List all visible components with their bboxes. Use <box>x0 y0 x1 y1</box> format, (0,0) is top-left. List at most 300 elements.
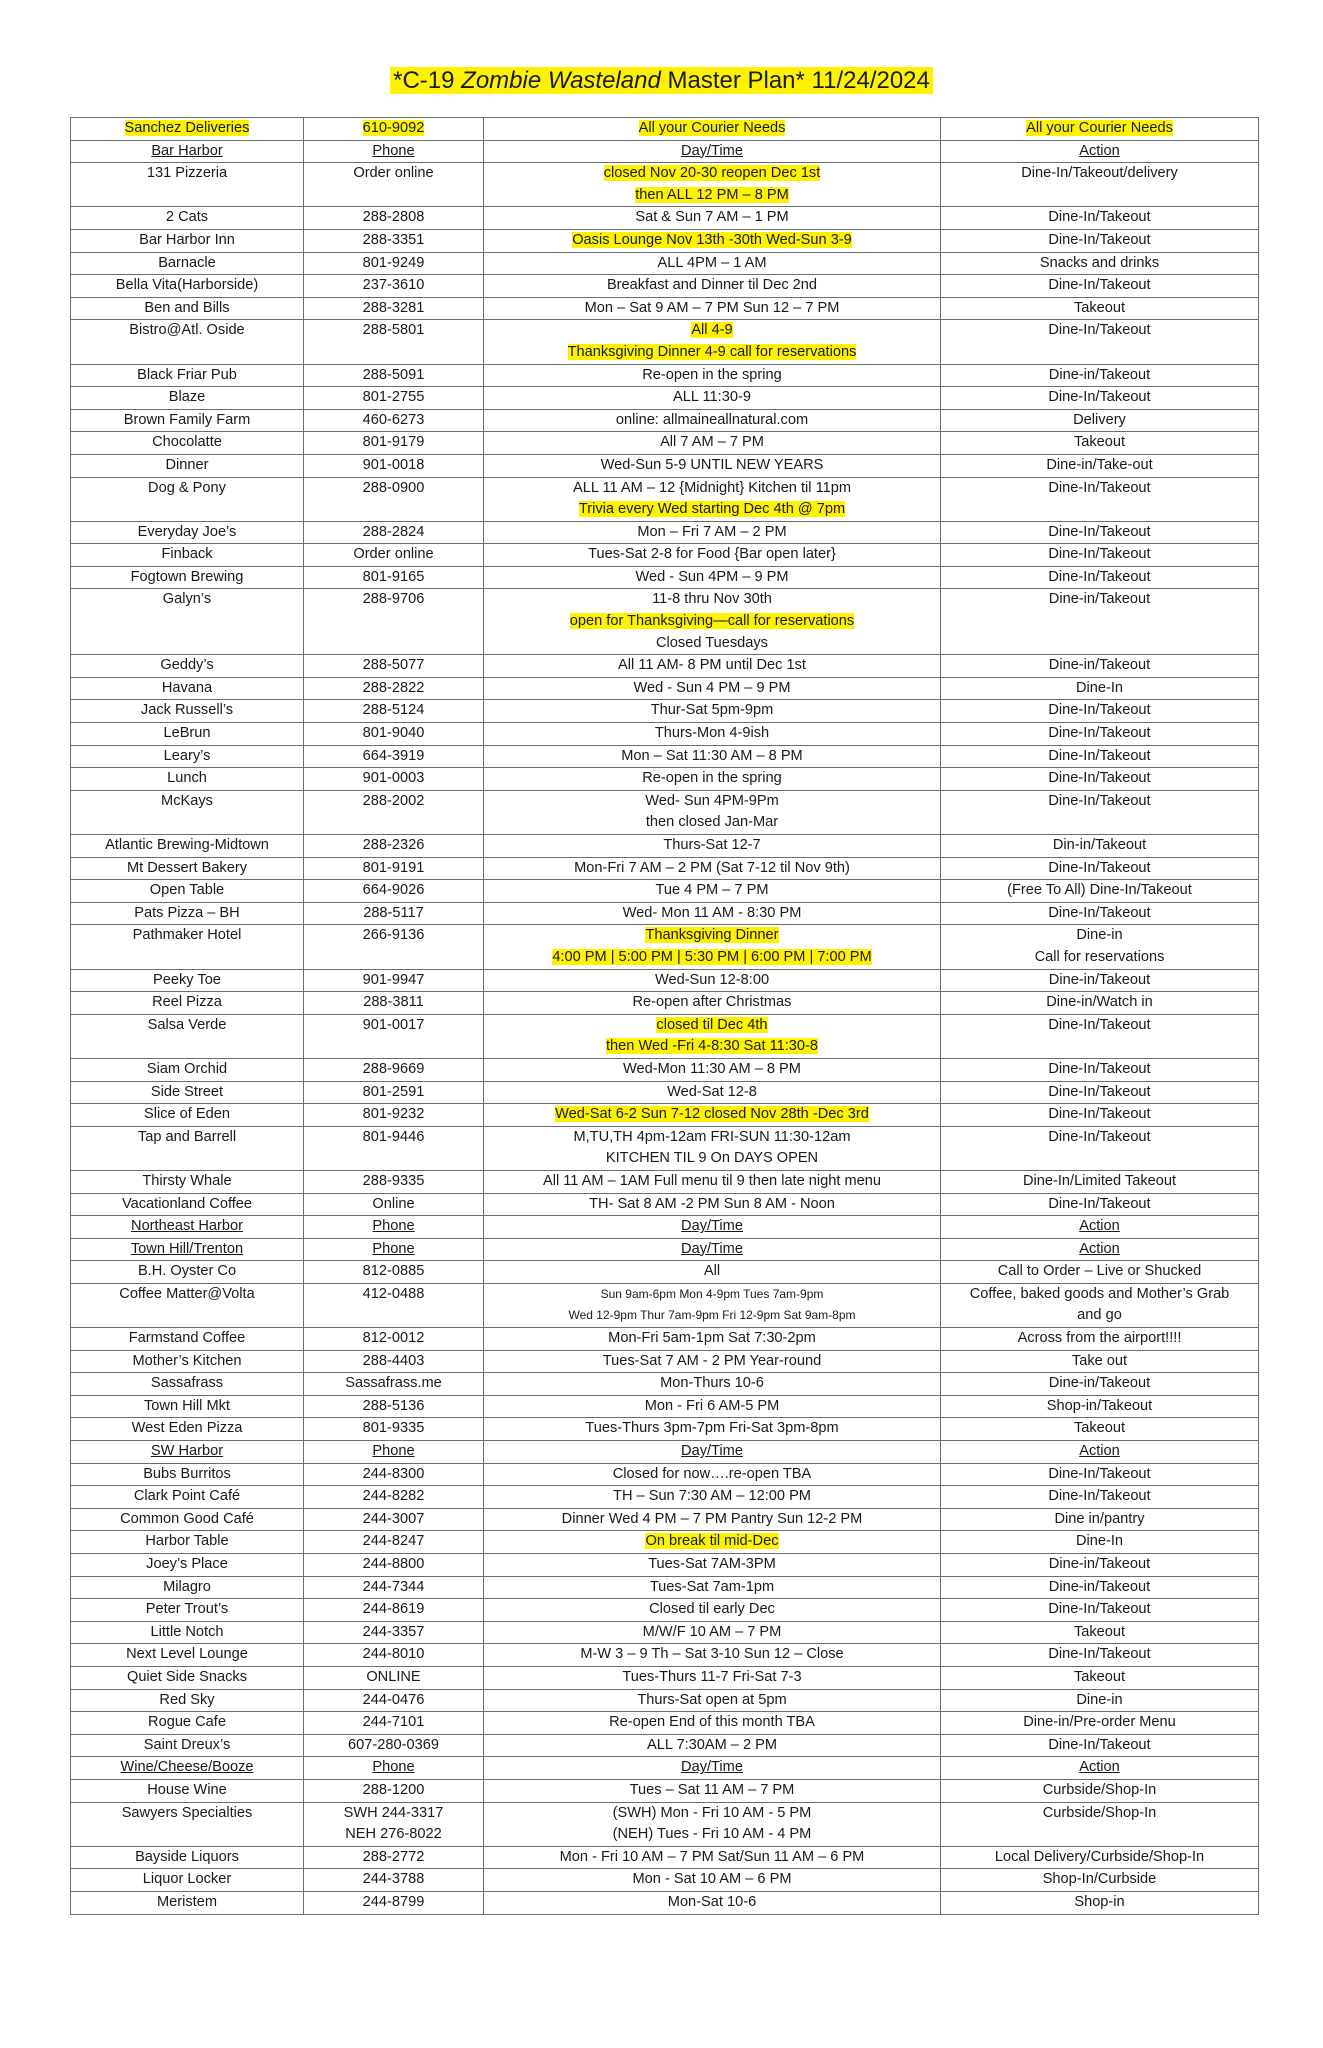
cell-text: 664-9026 <box>362 882 425 899</box>
table-row <box>71 1014 1259 1058</box>
phone-cell <box>304 1418 484 1441</box>
cell-text: Dine-In/Takeout <box>1048 770 1151 787</box>
cell-text: All 11 AM – 1AM Full menu til 9 then late night menu <box>543 1172 881 1189</box>
table-row <box>71 275 1259 298</box>
action-cell <box>941 1689 1259 1712</box>
day-time-cell <box>484 1014 941 1058</box>
cell-text: 901-9947 <box>362 971 425 988</box>
cell-text: Galyn’s <box>162 591 212 608</box>
cell-text: Vacationland Coffee <box>121 1195 253 1212</box>
action-cell <box>941 880 1259 903</box>
name-cell <box>71 925 304 969</box>
cell-text: Tues – Sat 11 AM – 7 PM <box>629 1781 795 1798</box>
cell-text: Thanksgiving Dinner <box>645 927 779 944</box>
day-time-cell <box>484 857 941 880</box>
phone-cell <box>304 1081 484 1104</box>
day-time-cell <box>484 1126 941 1170</box>
name-cell <box>71 1644 304 1667</box>
cell-text: Rogue Cafe <box>148 1714 226 1731</box>
cell-text: Re-open after Christmas <box>632 994 792 1011</box>
day-time-cell <box>484 1058 941 1081</box>
cell-text: Tues-Thurs 11-7 Fri-Sat 7-3 <box>622 1668 802 1685</box>
table-row <box>71 969 1259 992</box>
cell-text: On break til mid-Dec <box>645 1533 779 1550</box>
cell-text: Common Good Café <box>120 1510 254 1527</box>
action-cell <box>941 835 1259 858</box>
action-cell <box>941 1350 1259 1373</box>
table-row <box>71 1779 1259 1802</box>
cell-text: ALL 11:30-9 <box>673 389 751 406</box>
cell-text: 244-7101 <box>362 1714 425 1731</box>
cell-text: Phone <box>372 1759 415 1776</box>
table-row <box>71 655 1259 678</box>
cell-text: Day/Time <box>681 1240 743 1257</box>
cell-text: Dine-In/Takeout <box>1048 389 1151 406</box>
day-time-cell <box>484 1508 941 1531</box>
cell-text: Sassafrass <box>150 1375 224 1392</box>
cell-text: Dine-In/Takeout <box>1048 1488 1151 1505</box>
name-cell <box>71 677 304 700</box>
cell-text: Bistro@Atl. Oside <box>129 322 245 339</box>
action-cell <box>941 409 1259 432</box>
phone-cell <box>304 1621 484 1644</box>
cell-text: Phone <box>372 1218 415 1235</box>
phone-cell <box>304 1554 484 1577</box>
table-row <box>71 454 1259 477</box>
name-cell <box>71 1328 304 1351</box>
cell-text: 288-5117 <box>363 904 424 921</box>
cell-text: Wed 12-9pm Thur 7am-9pm Fri 12-9pm Sat 9am-8pm <box>568 1308 856 1323</box>
cell-text: ALL 7:30AM – 2 PM <box>646 1736 778 1753</box>
cell-text: Mt Dessert Bakery <box>126 859 248 876</box>
cell-text: Salsa Verde <box>147 1016 227 1033</box>
table-row <box>71 1869 1259 1892</box>
cell-text: 288-2326 <box>362 837 425 853</box>
cell-text: Bubs Burritos <box>143 1465 231 1482</box>
action-cell <box>941 1193 1259 1216</box>
cell-text: Open Table <box>149 882 225 899</box>
name-cell <box>71 252 304 275</box>
day-time-cell <box>484 1216 941 1239</box>
name-cell <box>71 880 304 903</box>
cell-text: Dine-In/Takeout <box>1048 231 1151 248</box>
table-row <box>71 320 1259 364</box>
day-time-cell <box>484 1395 941 1418</box>
cell-text: Tues-Sat 2-8 for Food {Bar open later} <box>588 546 836 563</box>
phone-cell <box>304 1576 484 1599</box>
table-row <box>71 1261 1259 1284</box>
cell-text: and go <box>1077 1307 1122 1324</box>
cell-text: Dine-In/Takeout <box>1048 702 1151 719</box>
cell-text: Mon-Sat 10-6 <box>667 1893 757 1910</box>
day-time-cell <box>484 1350 941 1373</box>
cell-text: Dine-In/Takeout <box>1048 1736 1151 1753</box>
cell-text: Side Street <box>150 1083 224 1100</box>
phone-cell <box>304 1238 484 1261</box>
cell-text: Order online <box>353 165 434 182</box>
action-cell <box>941 1531 1259 1554</box>
day-time-cell <box>484 1373 941 1396</box>
table-row <box>71 521 1259 544</box>
cell-text: 801-9335 <box>362 1420 425 1437</box>
table-row <box>71 1599 1259 1622</box>
cell-text: Black Friar Pub <box>137 366 237 383</box>
name-cell <box>71 454 304 477</box>
cell-text: Wed- Mon 11 AM - 8:30 PM <box>622 904 802 921</box>
cell-text: Dine-In/Takeout <box>1048 904 1151 921</box>
name-cell <box>71 1261 304 1284</box>
cell-text: Shop-in <box>1074 1893 1125 1910</box>
table-row <box>71 544 1259 567</box>
phone-cell <box>304 655 484 678</box>
phone-cell <box>304 229 484 252</box>
day-time-cell <box>484 655 941 678</box>
day-time-cell <box>484 140 941 163</box>
name-cell <box>71 1576 304 1599</box>
cell-text: Dine-In/Takeout <box>1048 479 1151 496</box>
action-cell <box>941 1126 1259 1170</box>
section-header-row <box>71 140 1259 163</box>
cell-text: Day/Time <box>681 1443 743 1460</box>
day-time-cell <box>484 1463 941 1486</box>
phone-cell <box>304 1216 484 1239</box>
phone-cell <box>304 1802 484 1846</box>
day-time-cell <box>484 1283 941 1327</box>
cell-text: Wed-Mon 11:30 AM – 8 PM <box>623 1060 801 1077</box>
name-cell <box>71 544 304 567</box>
phone-cell <box>304 454 484 477</box>
day-time-cell <box>484 1689 941 1712</box>
cell-text: Dine-in/Takeout <box>1048 366 1151 383</box>
table-row <box>71 925 1259 969</box>
action-cell <box>941 1441 1259 1464</box>
name-cell <box>71 1216 304 1239</box>
action-cell <box>941 589 1259 655</box>
day-time-cell <box>484 275 941 298</box>
cell-text: 244-3788 <box>362 1871 425 1888</box>
cell-text: Sanchez Deliveries <box>124 120 250 136</box>
name-cell <box>71 969 304 992</box>
action-cell <box>941 454 1259 477</box>
day-time-cell <box>484 1486 941 1509</box>
cell-text: ONLINE <box>366 1668 421 1685</box>
action-cell <box>941 1283 1259 1327</box>
day-time-cell <box>484 252 941 275</box>
action-cell <box>941 1104 1259 1127</box>
cell-text: Re-open End of this month TBA <box>609 1714 815 1731</box>
cell-text: Red Sky <box>159 1691 215 1708</box>
cell-text: Local Delivery/Curbside/Shop-In <box>994 1848 1205 1865</box>
action-cell <box>941 790 1259 834</box>
name-cell <box>71 297 304 320</box>
action-cell <box>941 655 1259 678</box>
cell-text: Across from the airport!!!! <box>1017 1330 1182 1347</box>
action-cell <box>941 140 1259 163</box>
phone-cell <box>304 723 484 746</box>
title-suffix: Master Plan* 11/24/2024 <box>660 67 930 94</box>
day-time-cell <box>484 1666 941 1689</box>
phone-cell <box>304 1463 484 1486</box>
day-time-cell <box>484 902 941 925</box>
cell-text: House Wine <box>147 1781 227 1798</box>
cell-text: Sawyers Specialties <box>121 1804 253 1821</box>
day-time-cell <box>484 1869 941 1892</box>
name-cell <box>71 1193 304 1216</box>
name-cell <box>71 655 304 678</box>
cell-text: 288-5801 <box>362 322 425 339</box>
cell-text: Everyday Joe’s <box>137 523 237 540</box>
phone-cell <box>304 1373 484 1396</box>
day-time-cell <box>484 589 941 655</box>
cell-text: Jack Russell’s <box>140 702 234 719</box>
table-row <box>71 1531 1259 1554</box>
cell-text: 2 Cats <box>165 209 209 226</box>
phone-cell <box>304 1689 484 1712</box>
cell-text: Day/Time <box>681 142 743 159</box>
cell-text: Chocolatte <box>152 434 222 451</box>
table-row <box>71 1621 1259 1644</box>
cell-text: closed til Dec 4th <box>656 1016 768 1033</box>
section-header-row <box>71 1757 1259 1780</box>
action-cell <box>941 1891 1259 1914</box>
cell-text: 288-3281 <box>362 299 425 316</box>
action-cell <box>941 432 1259 455</box>
cell-text: 607-280-0369 <box>348 1736 439 1753</box>
action-cell <box>941 992 1259 1015</box>
section-header-row <box>71 1441 1259 1464</box>
phone-cell <box>304 544 484 567</box>
table-row <box>71 835 1259 858</box>
cell-text: Mon-Fri 5am-1pm Sat 7:30-2pm <box>608 1330 816 1347</box>
cell-text: Dine-In/Takeout <box>1048 792 1151 809</box>
cell-text: Dine-In/Takeout <box>1048 1016 1151 1033</box>
name-cell <box>71 1441 304 1464</box>
phone-cell <box>304 677 484 700</box>
action-cell <box>941 364 1259 387</box>
table-row <box>71 1126 1259 1170</box>
day-time-cell <box>484 768 941 791</box>
day-time-cell <box>484 297 941 320</box>
day-time-cell <box>484 544 941 567</box>
cell-text: Closed for now….re-open TBA <box>612 1465 812 1482</box>
table-row <box>71 768 1259 791</box>
day-time-cell <box>484 364 941 387</box>
phone-cell <box>304 992 484 1015</box>
cell-text: Day/Time <box>681 1218 743 1235</box>
cell-text: Take out <box>1071 1352 1128 1369</box>
cell-text: 288-2822 <box>362 679 425 696</box>
cell-text: 288-5077 <box>362 657 425 674</box>
action-cell <box>941 969 1259 992</box>
cell-text: Action <box>1079 1759 1120 1776</box>
action-cell <box>941 1599 1259 1622</box>
cell-text: Dine-in/Takeout <box>1048 1556 1151 1572</box>
cell-text: Geddy’s <box>160 657 214 674</box>
cell-text: Phone <box>372 1240 415 1257</box>
cell-text: 288-2824 <box>362 523 425 540</box>
phone-cell <box>304 857 484 880</box>
table-row <box>71 1418 1259 1441</box>
phone-cell <box>304 880 484 903</box>
phone-cell <box>304 589 484 655</box>
cell-text: Harbor Table <box>145 1533 229 1550</box>
phone-cell <box>304 409 484 432</box>
day-time-cell <box>484 409 941 432</box>
cell-text: (NEH) Tues - Fri 10 AM - 4 PM <box>612 1826 812 1843</box>
cell-text: Shop-in/Takeout <box>1046 1397 1153 1414</box>
name-cell <box>71 1081 304 1104</box>
cell-text: Tues-Sat 7 AM - 2 PM Year-round <box>602 1352 822 1369</box>
cell-text: Action <box>1079 142 1120 159</box>
day-time-cell <box>484 723 941 746</box>
cell-text: Tap and Barrell <box>137 1128 237 1145</box>
cell-text: Brown Family Farm <box>123 411 251 428</box>
cell-text: Dine-In/Takeout <box>1048 1060 1151 1077</box>
action-cell <box>941 1644 1259 1667</box>
cell-text: Mon – Sat 11:30 AM – 8 PM <box>621 747 803 764</box>
name-cell <box>71 1666 304 1689</box>
cell-text: All 7 AM – 7 PM <box>660 434 764 451</box>
table-row <box>71 1283 1259 1327</box>
cell-text: 244-8282 <box>362 1488 425 1505</box>
name-cell <box>71 320 304 364</box>
table-row <box>71 790 1259 834</box>
name-cell <box>71 723 304 746</box>
cell-text: Snacks and drinks <box>1039 254 1160 271</box>
name-cell <box>71 589 304 655</box>
name-cell <box>71 1846 304 1869</box>
table-row <box>71 1891 1259 1914</box>
cell-text: ALL 11 AM – 12 {Midnight} Kitchen til 11pm <box>573 479 851 496</box>
phone-cell <box>304 835 484 858</box>
action-cell <box>941 1373 1259 1396</box>
document-title <box>0 66 1323 96</box>
name-cell <box>71 1712 304 1735</box>
cell-text: Siam Orchid <box>146 1060 228 1077</box>
section-header-row <box>71 1238 1259 1261</box>
cell-text: 244-8799 <box>362 1893 425 1910</box>
cell-text: 288-3351 <box>362 231 425 248</box>
phone-cell <box>304 1599 484 1622</box>
cell-text: Dine-in <box>1076 1691 1123 1708</box>
phone-cell <box>304 1734 484 1757</box>
cell-text: Mon - Fri 10 AM – 7 PM Sat/Sun 11 AM – 6 PM <box>559 1848 865 1865</box>
action-cell <box>941 387 1259 410</box>
name-cell <box>71 1126 304 1170</box>
cell-text: online: allmaineallnatural.com <box>615 411 809 428</box>
phone-cell <box>304 252 484 275</box>
cell-text: All your Courier Needs <box>638 120 786 136</box>
cell-text: Dine-In/Takeout <box>1048 747 1151 764</box>
cell-text: Thurs-Sat open at 5pm <box>637 1691 787 1708</box>
cell-text: Call for reservations <box>1034 948 1165 965</box>
phone-cell <box>304 521 484 544</box>
cell-text: West Eden Pizza <box>131 1420 243 1437</box>
day-time-cell <box>484 1170 941 1193</box>
table-row <box>71 677 1259 700</box>
cell-text: 244-0476 <box>362 1691 425 1708</box>
cell-text: 288-4403 <box>362 1352 425 1369</box>
phone-cell <box>304 1058 484 1081</box>
cell-text: Dog & Pony <box>148 479 226 496</box>
name-cell <box>71 1014 304 1058</box>
day-time-cell <box>484 1802 941 1846</box>
day-time-cell <box>484 925 941 969</box>
action-cell <box>941 1846 1259 1869</box>
day-time-cell <box>484 1712 941 1735</box>
action-cell <box>941 1779 1259 1802</box>
name-cell <box>71 1891 304 1914</box>
table-row <box>71 880 1259 903</box>
cell-text: Wed - Sun 4 PM – 9 PM <box>633 679 791 696</box>
cell-text: 244-8800 <box>362 1556 425 1572</box>
phone-cell <box>304 163 484 207</box>
cell-text: Mother’s Kitchen <box>132 1352 242 1369</box>
cell-text: Dine-in/Takeout <box>1048 657 1151 674</box>
table-row <box>71 1576 1259 1599</box>
table-row <box>71 118 1259 141</box>
cell-text: Dine in/pantry <box>1054 1510 1145 1527</box>
table-row <box>71 207 1259 230</box>
cell-text: then closed Jan-Mar <box>645 814 779 831</box>
cell-text: Clark Point Café <box>133 1488 241 1505</box>
phone-cell <box>304 566 484 589</box>
cell-text: LeBrun <box>163 725 211 742</box>
cell-text: 244-8300 <box>362 1465 425 1482</box>
name-cell <box>71 1350 304 1373</box>
name-cell <box>71 1757 304 1780</box>
table-row <box>71 364 1259 387</box>
day-time-cell <box>484 700 941 723</box>
cell-text: Ben and Bills <box>144 299 230 316</box>
cell-text: Mon - Sat 10 AM – 6 PM <box>632 1871 792 1888</box>
cell-text: Thurs-Mon 4-9ish <box>654 725 770 742</box>
name-cell <box>71 1373 304 1396</box>
cell-text: All 11 AM- 8 PM until Dec 1st <box>618 657 806 674</box>
day-time-cell <box>484 745 941 768</box>
cell-text: Wine/Cheese/Booze <box>120 1759 254 1776</box>
phone-cell <box>304 1283 484 1327</box>
action-cell <box>941 1508 1259 1531</box>
name-cell <box>71 1486 304 1509</box>
cell-text: M/W/F 10 AM – 7 PM <box>642 1623 782 1640</box>
name-cell <box>71 140 304 163</box>
cell-text: 801-9179 <box>362 434 425 451</box>
cell-text: 664-3919 <box>362 747 425 764</box>
cell-text: Liquor Locker <box>142 1871 232 1888</box>
table-row <box>71 1058 1259 1081</box>
day-time-cell <box>484 163 941 207</box>
action-cell <box>941 1328 1259 1351</box>
cell-text: Sun 9am-6pm Mon 4-9pm Tues 7am-9pm <box>600 1286 824 1301</box>
name-cell <box>71 1170 304 1193</box>
cell-text: Action <box>1079 1240 1120 1257</box>
phone-cell <box>304 902 484 925</box>
cell-text: then ALL 12 PM – 8 PM <box>635 186 789 203</box>
table-row <box>71 409 1259 432</box>
action-cell <box>941 1554 1259 1577</box>
phone-cell <box>304 1104 484 1127</box>
cell-text: Mon-Thurs 10-6 <box>660 1375 764 1392</box>
action-cell <box>941 1463 1259 1486</box>
phone-cell <box>304 1193 484 1216</box>
name-cell <box>71 1689 304 1712</box>
cell-text: Delivery <box>1073 411 1126 428</box>
cell-text: Dine-In/Takeout <box>1048 1128 1151 1145</box>
cell-text: Dine-In/Takeout <box>1048 1083 1151 1100</box>
cell-text: 288-5136 <box>362 1397 425 1414</box>
master-plan-table <box>70 117 1259 1915</box>
